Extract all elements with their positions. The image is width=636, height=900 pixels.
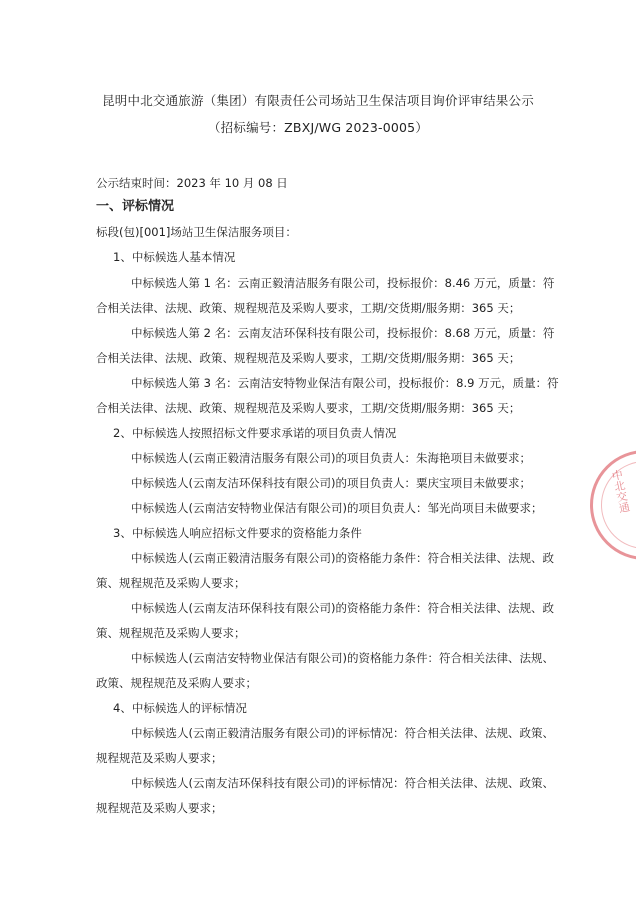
tender-number: （招标编号：ZBXJ/WG 2023-0005）	[207, 120, 429, 135]
subsection-heading: 4、中标候选人的评标情况	[113, 701, 247, 715]
qualification-1-line-2: 策、规程规范及采购人要求；	[96, 576, 246, 590]
project-leader-1: 中标候选人(云南正毅清洁服务有限公司)的项目负责人：朱海艳项目未做要求；	[131, 451, 531, 465]
evaluation-2-line-2: 规程规范及采购人要求；	[96, 801, 223, 815]
document-title: 昆明中北交通旅游（集团）有限责任公司场站卫生保洁项目询价评审结果公示	[102, 93, 534, 108]
candidate-1-line-2: 合相关法律、法规、政策、规程规范及采购人要求，工期/交货期/服务期：365 天；	[96, 301, 521, 315]
subsection-heading: 1、中标候选人基本情况	[113, 250, 236, 264]
subsection-heading: 2、中标候选人按照招标文件要求承诺的项目负责人情况	[113, 426, 397, 440]
qualification-3-line-1: 中标候选人(云南洁安特物业保洁有限公司)的资格能力条件：符合相关法律、法规、	[131, 651, 554, 665]
subsection-heading: 3、中标候选人响应招标文件要求的资格能力条件	[113, 526, 362, 540]
qualification-2-line-1: 中标候选人(云南友洁环保科技有限公司)的资格能力条件：符合相关法律、法规、政	[131, 601, 554, 615]
qualification-1-line-1: 中标候选人(云南正毅清洁服务有限公司)的资格能力条件：符合相关法律、法规、政	[131, 551, 554, 565]
candidate-3-line-2: 合相关法律、法规、政策、规程规范及采购人要求，工期/交货期/服务期：365 天；	[96, 401, 521, 415]
announcement-end-time: 公示结束时间：2023 年 10 月 08 日	[96, 176, 288, 190]
evaluation-1-line-1: 中标候选人(云南正毅清洁服务有限公司)的评标情况：符合相关法律、法规、政策、	[131, 726, 554, 740]
project-leader-2: 中标候选人(云南友洁环保科技有限公司)的项目负责人：粟庆宝项目未做要求；	[131, 476, 531, 490]
section-heading-evaluation: 一、评标情况	[96, 199, 175, 214]
evaluation-1-line-2: 规程规范及采购人要求；	[96, 751, 223, 765]
candidate-2-line-2: 合相关法律、法规、政策、规程规范及采购人要求，工期/交货期/服务期：365 天；	[96, 351, 521, 365]
project-leader-3: 中标候选人(云南洁安特物业保洁有限公司)的项目负责人：邹光尚项目未做要求；	[131, 501, 543, 515]
candidate-3-line-1: 中标候选人第 3 名：云南洁安特物业保洁有限公司，投标报价：8.9 万元，质量：符	[131, 376, 559, 390]
lot-description: 标段(包)[001]场站卫生保洁服务项目：	[96, 225, 297, 239]
candidate-2-line-1: 中标候选人第 2 名：云南友洁环保科技有限公司，投标报价：8.68 万元，质量：符	[131, 326, 555, 340]
candidate-1-line-1: 中标候选人第 1 名：云南正毅清洁服务有限公司，投标报价：8.46 万元，质量：符	[131, 276, 555, 290]
seal-text: 中北交通	[609, 468, 632, 515]
qualification-3-line-2: 政策、规程规范及采购人要求；	[96, 676, 257, 690]
evaluation-2-line-1: 中标候选人(云南友洁环保科技有限公司)的评标情况：符合相关法律、法规、政策、	[131, 776, 554, 790]
company-seal-stamp	[590, 450, 636, 560]
qualification-2-line-2: 策、规程规范及采购人要求；	[96, 626, 246, 640]
